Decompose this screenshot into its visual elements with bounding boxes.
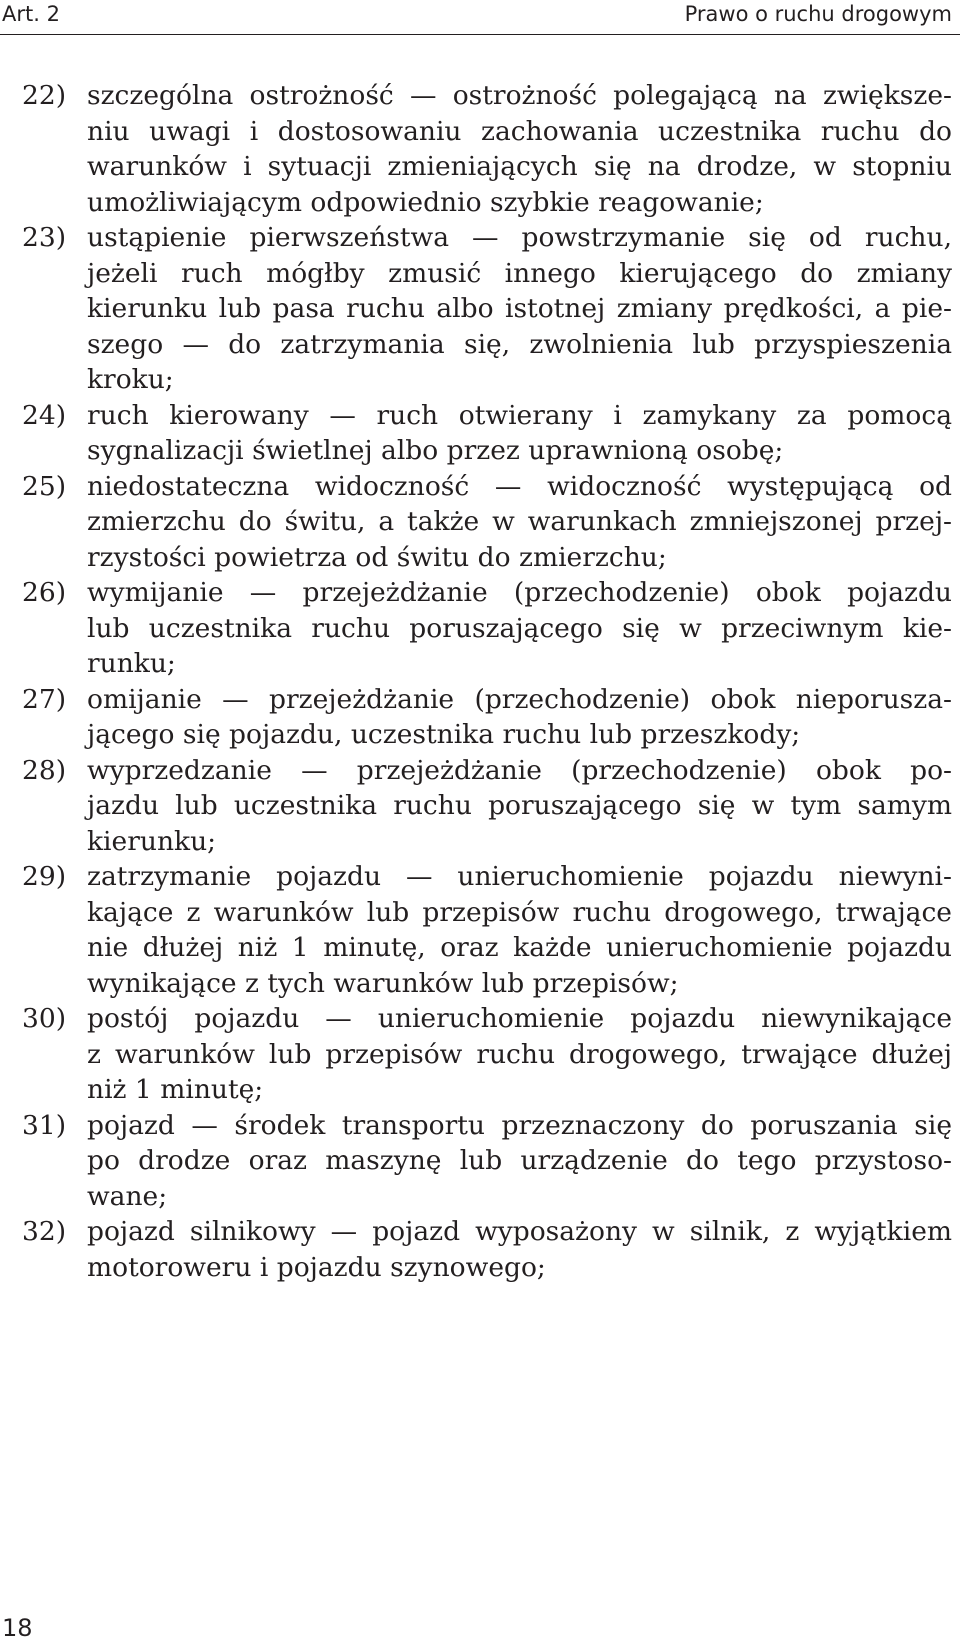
text-line: kroku;: [87, 364, 174, 395]
item-number: 31): [22, 1109, 67, 1141]
item-number: 25): [22, 470, 67, 502]
text-line: kierunku lub pasa ruchu albo istotnej zmiany prędkości, a pie-: [87, 293, 952, 324]
text-line: wyprzedzanie — przejeżdżanie (przechodzenie) obok po-: [87, 754, 952, 786]
item-number: 26): [22, 577, 67, 608]
list-item: [22, 682, 952, 753]
list-item: [22, 859, 952, 1001]
article-label: Art. 2: [2, 2, 60, 26]
item-text: [87, 575, 952, 682]
text-line: umożliwiającym odpowiednio szybkie reagowanie;: [87, 186, 764, 218]
text-line: niedostateczna widoczność — widoczność występującą od: [87, 470, 952, 502]
document-title: Prawo o ruchu drogowym: [684, 2, 952, 26]
item-number: 27): [22, 683, 67, 715]
item-number: 24): [22, 399, 67, 431]
item-number: 22): [22, 80, 67, 111]
item-text: [87, 1214, 952, 1285]
text-line: szczególna ostrożność — ostrożność polegającą na zwiększe-: [87, 80, 952, 111]
list-item: [22, 575, 952, 682]
text-line: niż 1 minutę;: [87, 1074, 264, 1105]
item-number: 30): [22, 1003, 67, 1034]
item-number: 23): [22, 222, 67, 253]
text-line: wynikające z tych warunków lub przepisów;: [87, 967, 679, 999]
text-line: pojazd silnikowy — pojazd wyposażony w silnik, z wyjątkiem: [87, 1216, 952, 1247]
text-line: pojazd — środek transportu przeznaczony do poruszania się: [87, 1109, 952, 1141]
item-text: [87, 682, 952, 753]
text-line: jącego się pojazdu, uczestnika ruchu lub przeszkody;: [87, 719, 801, 750]
item-text: [87, 1001, 952, 1108]
text-line: ruch kierowany — ruch otwierany i zamykany za pomocą: [87, 399, 952, 431]
text-line: kierunku;: [87, 825, 217, 857]
text-line: lub uczestnika ruchu poruszającego się w przeciwnym kie-: [87, 612, 952, 644]
text-line: szego — do zatrzymania się, zwolnienia lub przyspieszenia: [87, 328, 952, 360]
list-item: [22, 469, 952, 576]
item-number: 32): [22, 1216, 67, 1247]
item-number: 28): [22, 754, 67, 786]
text-line: nie dłużej niż 1 minutę, oraz każde unieruchomienie pojazdu: [87, 932, 952, 963]
item-text: [87, 398, 952, 469]
item-text: [87, 469, 952, 576]
text-line: wymijanie — przejeżdżanie (przechodzenie) obok pojazdu: [87, 577, 952, 608]
list-item: [22, 753, 952, 860]
text-line: po drodze oraz maszynę lub urządzenie do tego przystoso-: [87, 1145, 952, 1176]
item-text: [87, 220, 952, 398]
text-line: runku;: [87, 648, 176, 679]
list-item: [22, 1214, 952, 1285]
text-line: postój pojazdu — unieruchomienie pojazdu niewynikające: [87, 1003, 952, 1034]
text-line: jeżeli ruch mógłby zmusić innego kierującego do zmiany: [87, 257, 952, 289]
text-line: sygnalizacji świetlnej albo przez uprawnioną osobę;: [87, 435, 784, 466]
list-item: [22, 78, 952, 220]
running-header: [0, 0, 960, 36]
list-item: [22, 220, 952, 398]
text-line: wane;: [87, 1180, 168, 1212]
text-line: omijanie — przejeżdżanie (przechodzenie) obok nieporusza-: [87, 683, 952, 715]
item-text: [87, 78, 952, 220]
list-item: [22, 1001, 952, 1108]
list-item: [22, 398, 952, 469]
text-line: motoroweru i pojazdu szynowego;: [87, 1251, 546, 1283]
item-text: [87, 1108, 952, 1215]
text-line: z warunków lub przepisów ruchu drogowego, trwające dłużej: [87, 1038, 952, 1070]
text-line: rzystości powietrza od świtu do zmierzchu;: [87, 541, 667, 573]
text-line: ustąpienie pierwszeństwa — powstrzymanie się od ruchu,: [87, 222, 952, 253]
text-line: warunków i sytuacji zmieniających się na drodze, w stopniu: [87, 151, 952, 182]
text-line: zmierzchu do świtu, a także w warunkach zmniejszonej przej-: [87, 506, 952, 537]
text-line: zatrzymanie pojazdu — unieruchomienie pojazdu niewyni-: [87, 861, 952, 892]
text-line: kające z warunków lub przepisów ruchu drogowego, trwające: [87, 896, 952, 928]
definitions-list: [22, 78, 952, 1285]
item-number: 29): [22, 861, 67, 892]
page-number: 18: [2, 1614, 33, 1642]
list-item: [22, 1108, 952, 1215]
item-text: [87, 859, 952, 1001]
text-line: jazdu lub uczestnika ruchu poruszającego się w tym samym: [87, 790, 952, 821]
item-text: [87, 753, 952, 860]
header-rule: [0, 34, 960, 35]
text-line: niu uwagi i dostosowaniu zachowania uczestnika ruchu do: [87, 115, 952, 147]
